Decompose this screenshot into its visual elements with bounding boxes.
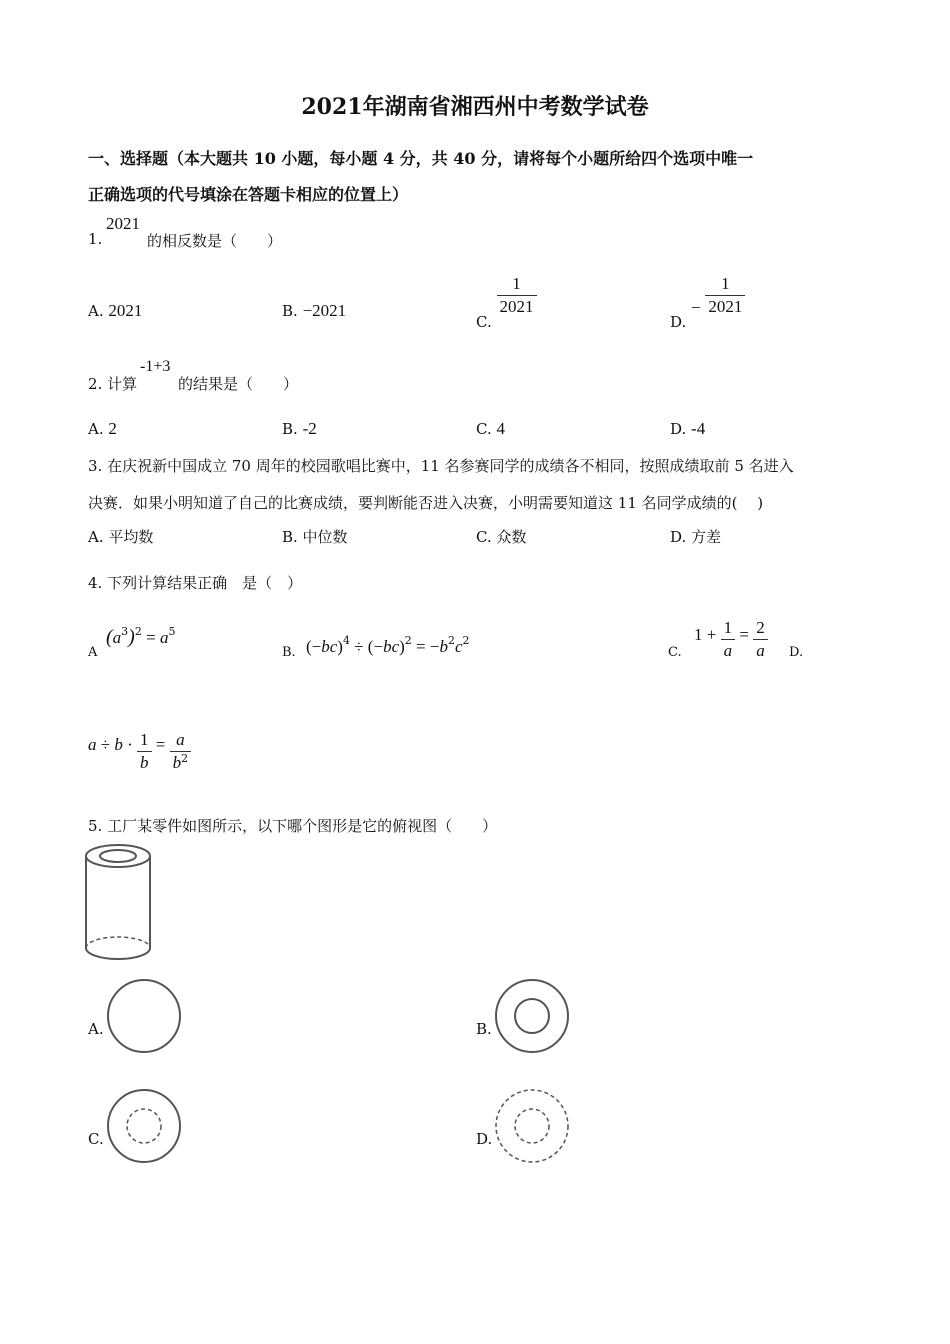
q3-option-d[interactable]: D. 方差 — [670, 528, 722, 546]
q2-option-d-label: D. — [670, 420, 687, 438]
q5-option-b-figure[interactable] — [492, 976, 572, 1056]
q2-option-a-value: 2 — [108, 419, 117, 438]
q1-option-a-label: A. — [88, 302, 104, 320]
q5-option-a-label: A. — [88, 1020, 104, 1038]
q5-option-c-label: C. — [88, 1130, 104, 1148]
q4-option-b-formula[interactable]: $(-bc)^4 \div (-bc)^2 = -b^2c^2$ — [306, 634, 470, 656]
q5-option-b-label: B. — [476, 1020, 492, 1038]
q4-option-c-formula[interactable]: 1 + $\frac{1}{a}$ = $\frac{2}{a}$ — [694, 618, 768, 661]
q1-option-d-denominator: 2021 — [705, 295, 745, 317]
q1-option-b-label: B. — [282, 302, 298, 320]
q2-option-c-label: C. — [476, 420, 492, 438]
q2-number: 2. 计算 — [88, 375, 138, 393]
q2-option-b[interactable] — [282, 419, 317, 439]
q2-option-a[interactable] — [88, 419, 117, 439]
q2-option-d[interactable] — [670, 419, 705, 439]
q2-stem: 的结果是（ ） — [178, 375, 299, 393]
q5-stem: 5. 工厂某零件如图所示，以下哪个图形是它的俯视图（ ） — [88, 817, 498, 835]
q2-option-c-value: 4 — [496, 419, 505, 438]
q1-option-d-numerator: 1 — [721, 274, 730, 293]
cylinder-part-figure — [80, 840, 160, 965]
page-title: 2021年湖南省湘西州中考数学试卷 — [301, 94, 649, 120]
q4-option-b-label: B. — [282, 645, 296, 660]
q2-option-b-label: B. — [282, 420, 298, 438]
q1-option-d[interactable] — [670, 274, 745, 331]
q1-option-c-label: C. — [476, 312, 492, 331]
q3-stem-line1: 3. 在庆祝新中国成立 70 周年的校园歌唱比赛中，11 名参赛同学的成绩各不相同，按照成绩取前 5 名进入 — [88, 457, 794, 475]
q3-stem-line2: 决赛．如果小明知道了自己的比赛成绩，要判断能否进入决赛，小明需要知道这 11 名同学成绩的( ) — [88, 494, 764, 512]
q1-expression: 2021 — [106, 214, 140, 233]
q3-option-c[interactable]: C. 众数 — [476, 528, 527, 546]
q5-option-d-figure[interactable] — [492, 1086, 572, 1166]
q1-option-d-fraction — [705, 274, 745, 317]
q1-option-d-label: D. — [670, 312, 687, 331]
q3-option-b[interactable]: B. 中位数 — [282, 528, 348, 546]
q1-option-a-value: 2021 — [108, 301, 143, 320]
q1-number: 1. — [88, 230, 103, 248]
q1-option-a[interactable] — [88, 301, 142, 321]
q1-option-b-value: −2021 — [302, 301, 347, 320]
q4-option-c-label: C. — [668, 645, 682, 660]
q2-option-d-value: -4 — [691, 419, 706, 438]
q1-option-c[interactable] — [476, 274, 537, 331]
q1-option-c-fraction — [497, 274, 537, 317]
q5-option-d-label: D. — [476, 1130, 493, 1148]
q4-option-d-label: D. — [789, 645, 804, 660]
q5-option-c-figure[interactable] — [104, 1086, 184, 1166]
q2-option-a-label: A. — [88, 420, 104, 438]
q4-option-d-formula[interactable]: a ÷ b · $\frac{1}{b}$ = $\frac{a}{b^2}$ — [88, 730, 191, 773]
q1-option-c-denominator: 2021 — [497, 295, 537, 317]
q4-option-a-label: A — [88, 645, 98, 660]
q4-option-a-formula[interactable]: $(a^3)^2 = a^5$ — [106, 625, 176, 648]
q5-option-a-figure[interactable] — [104, 976, 184, 1056]
q4-stem: 4. 下列计算结果正确 是（ ） — [88, 574, 303, 592]
q1-option-c-numerator: 1 — [512, 274, 521, 293]
q3-option-a[interactable]: A. 平均数 — [88, 528, 154, 546]
q1-stem: 的相反数是（ ） — [147, 232, 283, 250]
q2-option-b-value: -2 — [302, 419, 317, 438]
q2-expression: -1+3 — [140, 358, 171, 375]
section-heading-line2: 正确选项的代号填涂在答题卡相应的位置上） — [88, 185, 409, 204]
section-heading-line1: 一、选择题（本大题共 10 小题，每小题 4 分，共 40 分，请将每个小题所给四个选项中唯一 — [88, 149, 754, 168]
q1-option-b[interactable] — [282, 301, 346, 321]
q1-option-d-sign: − — [691, 297, 701, 317]
q2-option-c[interactable] — [476, 419, 505, 439]
